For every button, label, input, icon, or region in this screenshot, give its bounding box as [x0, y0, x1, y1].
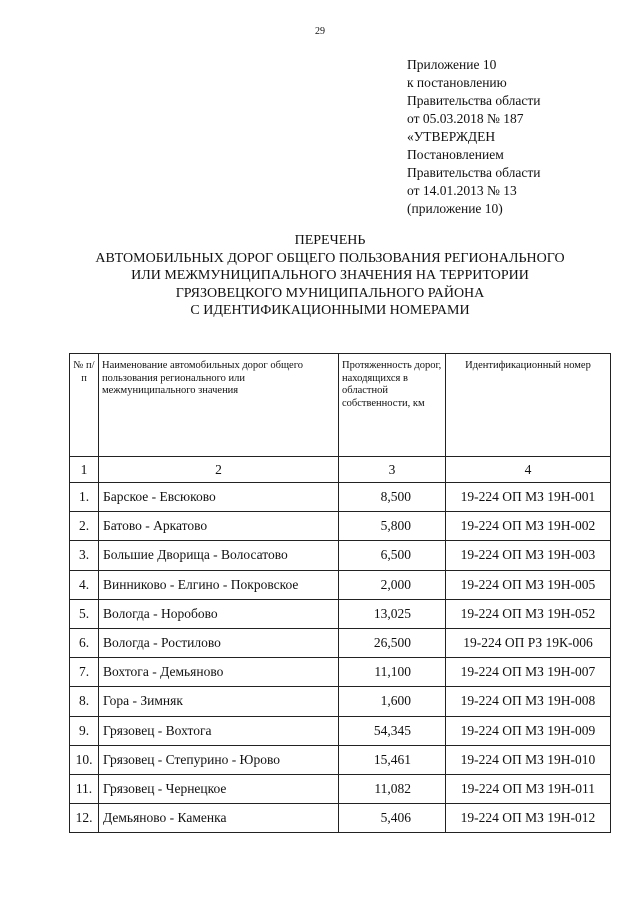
road-id: 19-224 ОП МЗ 19Н-003: [446, 541, 611, 570]
road-length: 1,600: [339, 687, 446, 716]
appendix-line: Правительства области: [407, 165, 541, 180]
table-row: [70, 658, 611, 687]
row-number: 3.: [70, 541, 99, 570]
road-length: 8,500: [339, 483, 446, 512]
road-id: 19-224 ОП МЗ 19Н-011: [446, 774, 611, 803]
column-number: 3: [339, 457, 446, 483]
header-length: Протяженность дорог, находящихся в областной собственности, км: [339, 354, 446, 457]
road-length: 6,500: [339, 541, 446, 570]
row-number: 10.: [70, 745, 99, 774]
appendix-line: к постановлению: [407, 75, 507, 90]
appendix-line: от 14.01.2013 № 13: [407, 183, 517, 198]
appendix-block: [407, 56, 540, 218]
road-name: Грязовец - Степурино - Юрово: [99, 745, 339, 774]
column-numbers-row: [70, 457, 611, 483]
road-length: 11,100: [339, 658, 446, 687]
row-number: 11.: [70, 774, 99, 803]
road-name: Грязовец - Вохтога: [99, 716, 339, 745]
road-id: 19-224 ОП МЗ 19Н-008: [446, 687, 611, 716]
road-name: Вохтога - Демьяново: [99, 658, 339, 687]
table-row: [70, 774, 611, 803]
road-name: Грязовец - Чернецкое: [99, 774, 339, 803]
table-row: [70, 687, 611, 716]
appendix-line: Постановлением: [407, 147, 504, 162]
road-name: Батово - Аркатово: [99, 512, 339, 541]
title-line: АВТОМОБИЛЬНЫХ ДОРОГ ОБЩЕГО ПОЛЬЗОВАНИЯ РЕГИОНАЛЬНОГО: [95, 250, 565, 266]
header-name: Наименование автомобильных дорог общего пользования регионального или межмуниципального значения: [99, 354, 339, 457]
title-line: ПЕРЕЧЕНЬ: [294, 233, 366, 248]
road-length: 15,461: [339, 745, 446, 774]
road-name: Вологда - Норобово: [99, 599, 339, 628]
row-number: 8.: [70, 687, 99, 716]
road-length: 13,025: [339, 599, 446, 628]
title-line: ИЛИ МЕЖМУНИЦИПАЛЬНОГО ЗНАЧЕНИЯ НА ТЕРРИТОРИИ: [131, 268, 529, 283]
road-name: Барское - Евсюково: [99, 483, 339, 512]
column-number: 1: [70, 457, 99, 483]
table-row: [70, 570, 611, 599]
header-number: № п/п: [70, 354, 99, 457]
table-row: [70, 716, 611, 745]
road-id: 19-224 ОП РЗ 19К-006: [446, 628, 611, 657]
road-length: 11,082: [339, 774, 446, 803]
table-row: [70, 541, 611, 570]
appendix-line: (приложение 10): [407, 201, 503, 216]
page-number: 29: [315, 26, 325, 37]
road-id: 19-224 ОП МЗ 19Н-001: [446, 483, 611, 512]
road-name: Демьяново - Каменка: [99, 804, 339, 833]
road-id: 19-224 ОП МЗ 19Н-002: [446, 512, 611, 541]
table-row: [70, 512, 611, 541]
row-number: 9.: [70, 716, 99, 745]
row-number: 4.: [70, 570, 99, 599]
road-length: 26,500: [339, 628, 446, 657]
title-line: ГРЯЗОВЕЦКОГО МУНИЦИПАЛЬНОГО РАЙОНА: [175, 285, 485, 301]
road-id: 19-224 ОП МЗ 19Н-012: [446, 804, 611, 833]
header-id: Идентификационный номер: [446, 354, 611, 457]
row-number: 7.: [70, 658, 99, 687]
table-row: [70, 628, 611, 657]
column-number: 4: [446, 457, 611, 483]
road-id: 19-224 ОП МЗ 19Н-010: [446, 745, 611, 774]
table-row: [70, 483, 611, 512]
road-length: 2,000: [339, 570, 446, 599]
row-number: 2.: [70, 512, 99, 541]
row-number: 12.: [70, 804, 99, 833]
table-row: [70, 804, 611, 833]
row-number: 6.: [70, 628, 99, 657]
road-id: 19-224 ОП МЗ 19Н-009: [446, 716, 611, 745]
appendix-line: Приложение 10: [407, 57, 497, 72]
road-name: Вологда - Ростилово: [99, 628, 339, 657]
document-title: [60, 232, 600, 320]
road-length: 54,345: [339, 716, 446, 745]
row-number: 5.: [70, 599, 99, 628]
road-length: 5,800: [339, 512, 446, 541]
title-line: С ИДЕНТИФИКАЦИОННЫМИ НОМЕРАМИ: [190, 303, 470, 318]
table-row: [70, 745, 611, 774]
row-number: 1.: [70, 483, 99, 512]
road-name: Винниково - Елгино - Покровское: [99, 570, 339, 599]
road-length: 5,406: [339, 804, 446, 833]
roads-table: [69, 353, 611, 833]
column-number: 2: [99, 457, 339, 483]
road-id: 19-224 ОП МЗ 19Н-052: [446, 599, 611, 628]
table-row: [70, 599, 611, 628]
road-id: 19-224 ОП МЗ 19Н-007: [446, 658, 611, 687]
road-name: Большие Дворища - Волосатово: [99, 541, 339, 570]
road-id: 19-224 ОП МЗ 19Н-005: [446, 570, 611, 599]
appendix-line: «УТВЕРЖДЕН: [407, 129, 496, 144]
appendix-line: от 05.03.2018 № 187: [407, 111, 524, 126]
appendix-line: Правительства области: [407, 93, 541, 108]
table-header-row: [70, 354, 611, 457]
road-name: Гора - Зимняк: [99, 687, 339, 716]
